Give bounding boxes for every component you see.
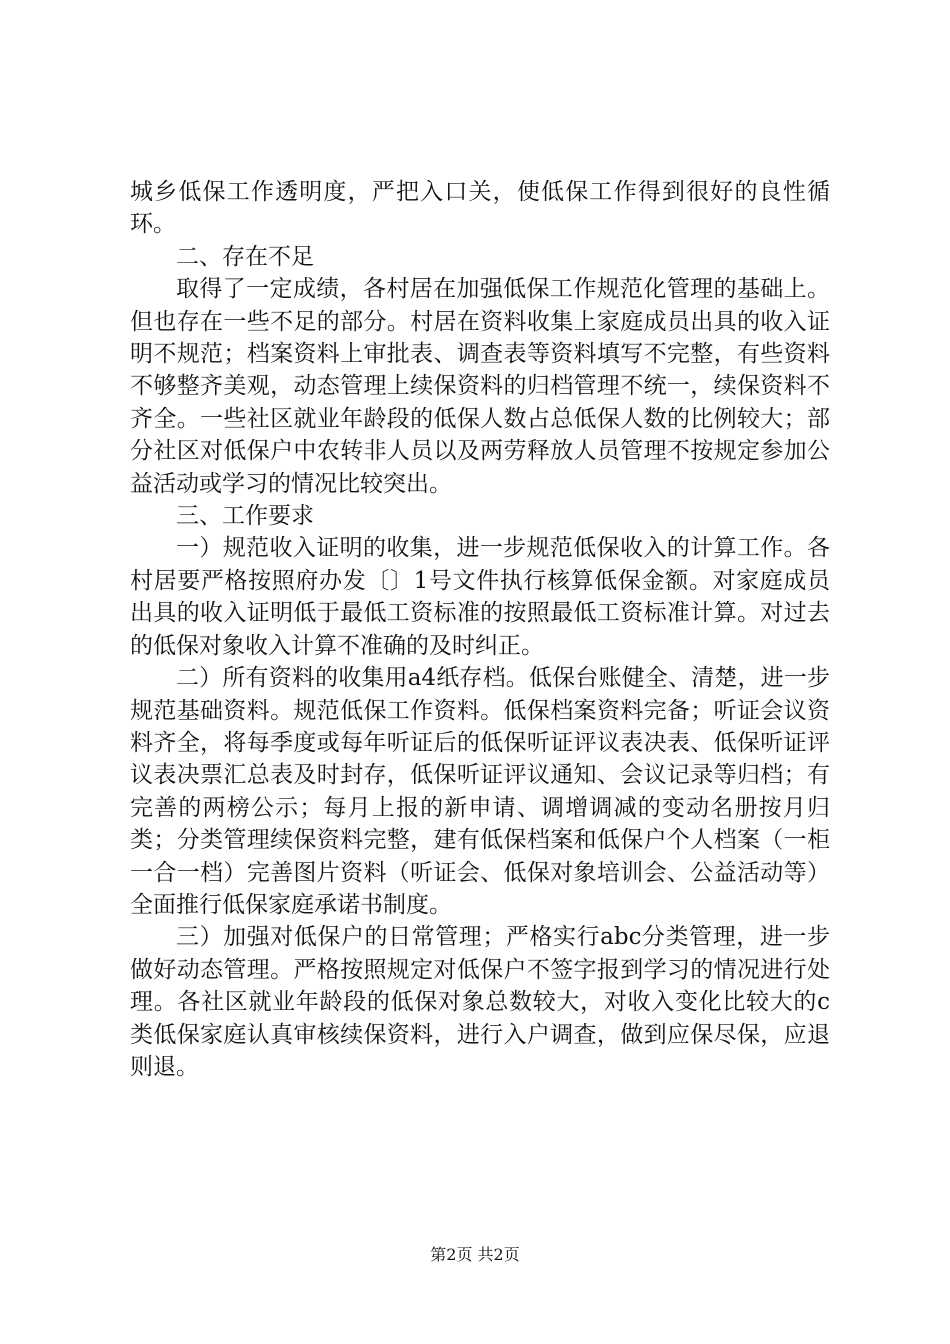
paragraph-requirement-2: 二）所有资料的收集用a4纸存档。低保台账健全、清楚，进一步规范基础资料。规范低保工作资料。低保档案资料完备；听证会议资料齐全，将每季度或每年听证后的低保听证评议表决表、低保听证评议表决票汇总表及时封存，低保听证评议通知、会议记录等归档；有完善的两榜公示；每月上报的新申请、调增调减的变动名册按月归类；分类管理续保资料完整，建有低保档案和低保户个人档案（一柜一合一档）完善图片资料（听证会、低保对象培训会、公益活动等）全面推行低保家庭承诺书制度。	[130, 665, 830, 918]
paragraph-intro-continuation: 城乡低保工作透明度，严把入口关，使低保工作得到很好的良性循环。	[130, 179, 830, 238]
paragraph-requirement-3: 三）加强对低保户的日常管理；严格实行abc分类管理，进一步做好动态管理。严格按照规定对低保户不签字报到学习的情况进行处理。各社区就业年龄段的低保对象总数较大，对收入变化比较大的c类低保家庭认真审核续保资料，进行入户调查，做到应保尽保，应退则退。	[130, 924, 830, 1080]
paragraph-shortcomings: 取得了一定成绩，各村居在加强低保工作规范化管理的基础上。但也存在一些不足的部分。村居在资料收集上家庭成员出具的收入证明不规范；档案资料上审批表、调查表等资料填写不完整，有些资料不够整齐美观，动态管理上续保资料的归档管理不统一，续保资料不齐全。一些社区就业年龄段的低保人数占总低保人数的比例较大；部分社区对低保户中农转非人员以及两劳释放人员管理不按规定参加公益活动或学习的情况比较突出。	[130, 276, 830, 497]
paragraph-requirement-1: 一）规范收入证明的收集，进一步规范低保收入的计算工作。各村居要严格按照府办发〔〕1号文件执行核算低保金额。对家庭成员出具的收入证明低于最低工资标准的按照最低工资标准计算。对过去的低保对象收入计算不准确的及时纠正。	[130, 535, 830, 659]
page-number-label: 第2页 共2页	[430, 1245, 520, 1264]
section-heading-requirements: 三、工作要求	[176, 503, 314, 530]
section-heading-shortcomings: 二、存在不足	[176, 243, 314, 270]
document-body	[130, 176, 830, 1083]
page-footer	[0, 1245, 950, 1265]
